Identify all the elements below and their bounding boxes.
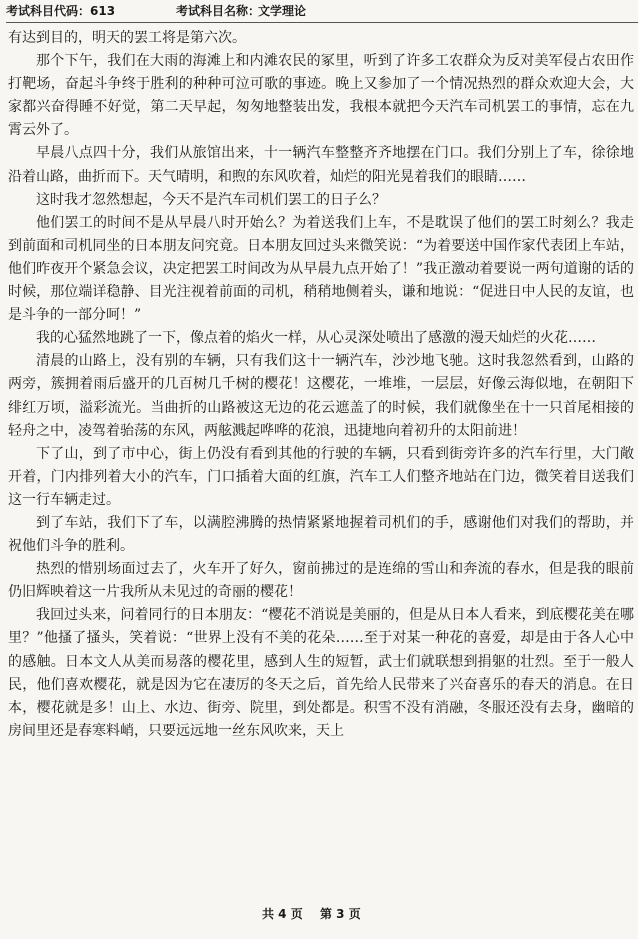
subject-code-value: 613 [90, 4, 116, 18]
page-footer [0, 904, 638, 924]
subject-name-value: 文学理论 [258, 4, 307, 18]
paragraph: 到了车站，我们下了车，以满腔沸腾的热情紧紧地握着司机们的手，感谢他们对我们的帮助，并祝他们斗争的胜利。 [8, 514, 634, 555]
subject-code-label: 考试科目代码： [6, 4, 91, 18]
page-header [6, 0, 638, 23]
paragraph: 早晨八点四十分，我们从旅馆出来，十一辆汽车整整齐齐地摆在门口。我们分别上了车，徐徐地沿着山路，曲折而下。天气晴明，和煦的东风吹着，灿烂的阳光晃着我们的眼睛…… [8, 145, 634, 185]
current-page: 第 3 页 [320, 907, 361, 921]
subject-name-label: 考试科目名称： [176, 4, 261, 18]
paragraph: 下了山，到了市中心，街上仍没有看到其他的行驶的车辆，只看到街旁许多的汽车行里，大门敞开着，门内排列着大小的汽车，门口插着大面的红旗，汽车工人们整齐地站在门边，微笑着目送我们这一行车辆走过。 [8, 445, 634, 508]
passage-body [8, 27, 634, 743]
paragraph: 有达到目的，明天的罢工将是第六次。 [8, 30, 246, 46]
paragraph: 清晨的山路上，没有别的车辆，只有我们这十一辆汽车，沙沙地飞驰。这时我忽然看到，山路的两旁，簇拥着雨后盛开的几百树几千树的樱花！这樱花，一堆堆，一层层，好像云海似地，在朝阳下绯红万顷，溢彩流光。当曲折的山路被这无边的花云遮盖了的时候，我们就像坐在十一只首尾相接的轻舟之中，凌驾着骀荡的东风，两舷溅起哗哗的花浪，迅捷地向着初升的太阳前进！ [8, 353, 634, 439]
total-pages: 共 4 页 [262, 907, 303, 921]
paragraph: 我回过头来，问着同行的日本朋友：“樱花不消说是美丽的，但是从日本人看来，到底樱花美在哪里？”他搔了搔头，笑着说：“世界上没有不美的花朵……至于对某一种花的喜爱，却是由于各人心中的感触。日本文人从美而易落的樱花里，感到人生的短暂，武士们就联想到捐躯的壮烈。至于一般人民，他们喜欢樱花，就是因为它在凄厉的冬天之后，首先给人民带来了兴奋喜乐的春天的消息。在日本，樱花就是多！山上、水边、街旁、院里，到处都是。积雪不没有消融，冬服还没有去身，幽暗的房间里还是春寒料峭，只要远远地一丝东风吹来，天上 [8, 607, 634, 739]
paragraph: 他们罢工的时间不是从早晨八时开始么？为着送我们上车，不是耽误了他们的罢工时刻么？我走到前面和司机同坐的日本朋友问究竟。日本朋友回过头来微笑说：“为着要送中国作家代表团上车站，他们昨夜开个紧急会议，决定把罢工时间改为从早晨九点开始了！”我正激动着要说一两句道谢的话的时候，那位端详稳静、目光注视着前面的司机，稍稍地侧着头，谦和地说：“促进日中人民的友谊，也是斗争的一部分呵！” [8, 214, 634, 324]
paragraph: 那个下午，我们在大雨的海滩上和内滩农民的冢里，听到了许多工农群众为反对美军侵占农田作打靶场，奋起斗争终于胜利的种种可泣可歌的事迹。晚上又参加了一个情况热烈的群众欢迎大会，大家都兴奋得睡不好觉，第二天早起，匆匆地整装出发，我根本就把今天汽车司机罢工的事情，忘在九霄云外了。 [8, 53, 634, 139]
paragraph: 我的心猛然地跳了一下，像点着的焰火一样，从心灵深处喷出了感激的漫天灿烂的火花…… [36, 330, 596, 347]
paragraph: 热烈的惜别场面过去了，火车开了好久，窗前拂过的是连绵的雪山和奔流的春水，但是我的眼前仍旧辉映着这一片我所从未见过的奇丽的樱花！ [8, 561, 634, 601]
paragraph: 这时我才忽然想起，今天不是汽车司机们罢工的日子么？ [36, 191, 386, 208]
